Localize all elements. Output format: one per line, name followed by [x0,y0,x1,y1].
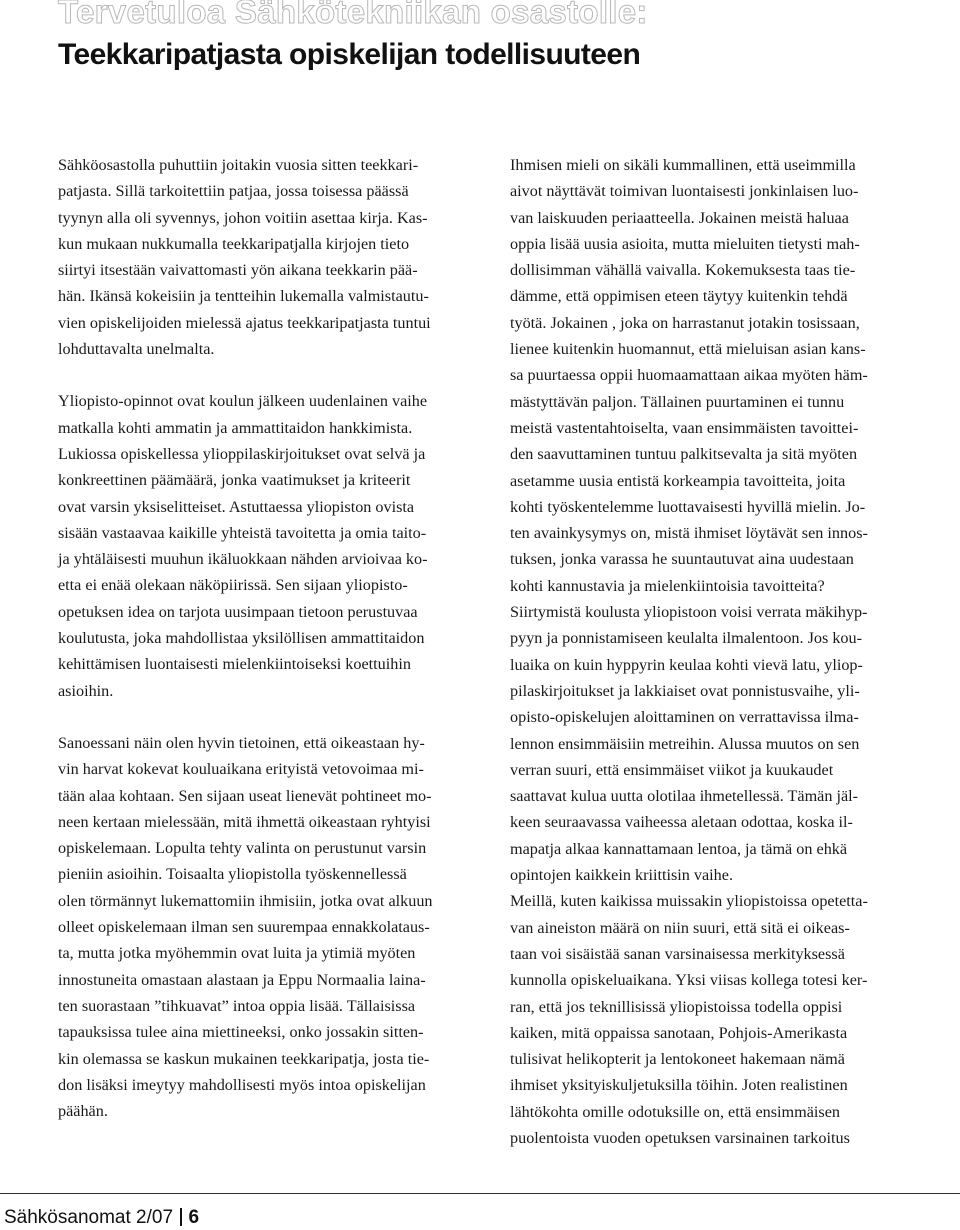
paragraph: Ihmisen mieli on sikäli kummallinen, että useimmilla aivot näyttävät toimivan luontaisesti jonkinlaisen luo- van laiskuuden periaatteella. Jokainen meistä haluaa oppia lisää uusia asioita, mutta mieluiten tietysti mah- dollisimman vähällä vaivalla. Kokemuksesta taas tie- dämme, että oppimisen eteen täytyy kuitenkin tehdä työtä. Jokainen , joka on harrastanut jotakin tosissaan, lienee kuitenkin huomannut, että mieluisan asian kans- sa puurtaessa oppii huomaamattaan aikaa myöten häm- mästyttävän paljon. Tällainen puurtaminen ei tunnu meistä vastentahtoiselta, vaan ensimmäisten tavoittei- den saavuttaminen tuntuu palkitsevalta ja sitä myöten asetamme uusia entistä korkeampia tavoitteita, joita kohti työskentelemme luottavaisesti hyvillä mielin. Jo- ten avainkysymys on, mistä ihmiset löytävät sen innos- tuksen, jonka varassa he suuntautuvat aina uudestaan kohti kannustavia ja mielenkiintoisia tavoitteita? Siirtymistä koulusta yliopistoon voisi verrata mäkihyp- pyyn ja ponnistamiseen keulalta ilmalentoon. Jos kou- luaika on kuin hyppyrin keulaa kohti vievä latu, yliop- pilaskirjoitukset ja lakkiaiset ovat ponnistusvaihe, yli- opisto-opiskelujen aloittaminen on verrattavissa ilma- lennon ensimmäisiin metreihin. Alussa muutos on sen verran suuri, että ensimmäiset viikot ja kuukaudet saattavat kulua uutta olotilaa ihmetellessä. Tämän jäl- keen seuraavassa vaiheessa aletaan odottaa, koska il- mapatja alkaa kannattamaan lentoa, ja tämä on ehkä opintojen kaikkein kriittisin vaihe. [510,156,868,885]
page-number: 6 [188,1207,200,1228]
article-title: Teekkaripatjasta opiskelijan todellisuuteen [58,38,641,71]
page-footer [4,1207,199,1229]
right-column [510,152,930,1151]
footer-separator [180,1208,182,1226]
publication-name: Sähkösanomat 2/07 [4,1207,174,1228]
paragraph: Sanoessani näin olen hyvin tietoinen, että oikeastaan hy- vin harvat kokevat kouluaikana erityistä vetovoimaa mi- tään alaa kohtaan. Sen sijaan useat lienevät pohtineet mo- neen kertaan mielessään, mitä ihmettä oikeastaan ryhtyisi opiskelemaan. Lopulta tehty valinta on perustunut varsin pieniin asioihin. Toisaalta yliopistolla työskennellessä olen törmännyt lukemattomiin ihmisiin, jotka ovat alkuun olleet opiskelemaan ilman sen suurempaa ennakkolataus- ta, mutta jotka myöhemmin ovat luita ja ytimiä myöten innostuneita omastaan alastaan ja Eppu Normaalia laina- ten suorastaan ”tihkuavat” intoa oppia lisää. Tällaisissa tapauksissa tulee aina miettineeksi, onko jossakin sitten- kin olemassa se kaskun mukainen teekkaripatja, josta tie- don lisäksi imeytyy mahdollisesti myös intoa opiskelijan päähän. [58,733,433,1121]
paragraph: Sähköosastolla puhuttiin joitakin vuosia sitten teekkari- patjasta. Sillä tarkoitettiin patjaa, jossa toisessa päässä tyynyn alla oli syvennys, johon voitiin asettaa kirja. Kas- kun mukaan nukkumalla teekkaripatjalla kirjojen tieto siirtyi itsestään vaivattomasti yön aikana teekkarin pää- hän. Ikänsä kokeisiin ja tentteihin lukemalla valmistautu- vien opiskelijoiden mielessä ajatus teekkaripatjasta tuntui lohduttavalta unelmalta. [58,156,431,359]
paragraph: Meillä, kuten kaikissa muissakin yliopistoissa opetetta- van aineiston määrä on niin suuri, että sitä ei oikeas- taan voi sisäistää sanan varsinaisessa merkityksessä kunnolla opiskeluaikana. Yksi viisas kollega totesi ker- ran, että jos teknillisissä yliopistoissa todella oppisi kaiken, mitä oppaissa sanotaan, Pohjois-Amerikasta tulisivat helikopterit ja lentokoneet hakemaan nämä ihmiset yksityiskuljetuksilla töihin. Joten realistinen lähtökohta omille odotuksille on, että ensimmäisen puolentoista vuoden opetuksen varsinainen tarkoitus [510,892,868,1147]
section-kicker: Tervetuloa Sähkötekniikan osastolle: [58,0,648,30]
paragraph: Yliopisto-opinnot ovat koulun jälkeen uudenlainen vaihe matkalla kohti ammatin ja ammattitaidon hankkimista. Lukiossa opiskellessa ylioppilaskirjoitukset ovat selvä ja konkreettinen päämäärä, jonka vaatimukset ja kriteerit ovat varsin yksiselitteiset. Astuttaessa yliopiston ovista sisään vastaavaa kaikille yhteistä tavoitetta ja omia taito- ja yhtäläisesti muuhun ikäluokkaan nähden arvioivaa ko- etta ei enää olekaan näköpiirissä. Sen sijaan yliopisto- opetuksen idea on tarjota uusimpaan tietoon perustuvaa koulutusta, joka mahdollistaa yksilöllisen ammattitaidon kehittämisen luontaisesti mielenkiintoiseksi koettuihin asioihin. [58,392,428,700]
left-column [58,152,488,1124]
footer-divider [0,1193,960,1194]
